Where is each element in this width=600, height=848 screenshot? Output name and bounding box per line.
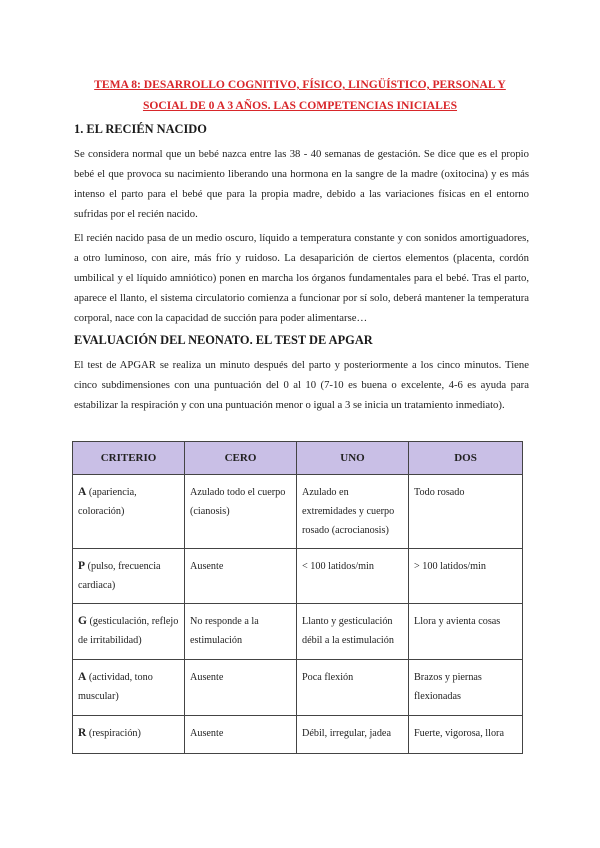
document-title: [60, 74, 540, 116]
score-two-cell: Brazos y piernas flexionadas: [409, 660, 523, 716]
criterion-cell: [73, 604, 185, 660]
criterion-text: (pulso, frecuencia cardiaca): [78, 561, 161, 591]
paragraph-recien-nacido-1: Se considera normal que un bebé nazca entre las 38 - 40 semanas de gestación. Se dice que es el propio bebé el que provoca su nacimiento liberando una hormona en la sangre de la madre (oxitocina) y es más intenso el parto para el bebé que para la propia madre, debido a las variaciones físicas en el entorno sufridas por el recién nacido.: [74, 148, 529, 220]
criterion-cell: [73, 660, 185, 716]
header-criterio: CRITERIO: [73, 442, 185, 475]
score-two-cell: Llora y avienta cosas: [409, 604, 523, 660]
apgar-table: [72, 441, 523, 754]
paragraph-recien-nacido-2: El recién nacido pasa de un medio oscuro, líquido a temperatura constante y con sonidos amortiguadores, a otro luminoso, con aire, más frío y ruidoso. La desaparición de ciertos elementos (placenta, cordón umbilical y el líquido amniótico) ponen en marcha los órganos fundamentales para el bebé. Tras el parto, aparece el llanto, el sistema circulatorio comienza a funcionar por sí solo, deberá mantener la temperatura corporal, nace con la capacidad de succión para poder alimentarse…: [74, 232, 529, 324]
score-zero-cell: Ausente: [185, 716, 297, 754]
header-dos: DOS: [409, 442, 523, 475]
table-row: [73, 604, 523, 660]
table-row: [73, 549, 523, 604]
section-heading-apgar: EVALUACIÓN DEL NEONATO. EL TEST DE APGAR: [74, 333, 373, 347]
criterion-letter: G: [78, 615, 87, 627]
table-header-row: [73, 442, 523, 475]
header-cero: CERO: [185, 442, 297, 475]
table-row: [73, 716, 523, 754]
criterion-cell: [73, 549, 185, 604]
score-zero-cell: Ausente: [185, 660, 297, 716]
title-line-2: SOCIAL DE 0 A 3 AÑOS. LAS COMPETENCIAS INICIALES: [142, 99, 458, 112]
title-line-1: TEMA 8: DESARROLLO COGNITIVO, FÍSICO, LINGÜÍSTICO, PERSONAL Y: [94, 78, 506, 91]
criterion-text: (apariencia, coloración): [78, 487, 137, 517]
criterion-text: (respiración): [86, 728, 141, 739]
table-row: [73, 660, 523, 716]
criterion-letter: A: [78, 486, 87, 498]
score-one-cell: Poca flexión: [297, 660, 409, 716]
score-one-cell: Llanto y gesticulación débil a la estimulación: [297, 604, 409, 660]
score-zero-cell: Ausente: [185, 549, 297, 604]
section-heading-recien-nacido: 1. EL RECIÉN NACIDO: [74, 122, 207, 136]
paragraph-apgar: El test de APGAR se realiza un minuto después del parto y posteriormente a los cinco minutos. Tiene cinco subdimensiones con una puntuación del 0 al 10 (7-10 es buena o excelente, 4-6 es ayuda para estabilizar la respiración y con una puntuación menor o igual a 3 se inicia un tratamiento inmediato).: [74, 359, 529, 411]
header-uno: UNO: [297, 442, 409, 475]
table-row: [73, 475, 523, 549]
score-zero-cell: No responde a la estimulación: [185, 604, 297, 660]
criterion-cell: [73, 475, 185, 549]
criterion-text: (actividad, tono muscular): [78, 672, 153, 702]
score-two-cell: > 100 latidos/min: [409, 549, 523, 604]
criterion-letter: R: [78, 727, 87, 739]
criterion-text: (gesticulación, reflejo de irritabilidad): [78, 616, 179, 646]
score-zero-cell: Azulado todo el cuerpo (cianosis): [185, 475, 297, 549]
score-two-cell: Fuerte, vigorosa, llora: [409, 716, 523, 754]
criterion-cell: [73, 716, 185, 754]
score-two-cell: Todo rosado: [409, 475, 523, 549]
criterion-letter: A: [78, 671, 87, 683]
score-one-cell: Débil, irregular, jadea: [297, 716, 409, 754]
criterion-letter: P: [78, 560, 86, 572]
score-one-cell: < 100 latidos/min: [297, 549, 409, 604]
score-one-cell: Azulado en extremidades y cuerpo rosado (acrocianosis): [297, 475, 409, 549]
